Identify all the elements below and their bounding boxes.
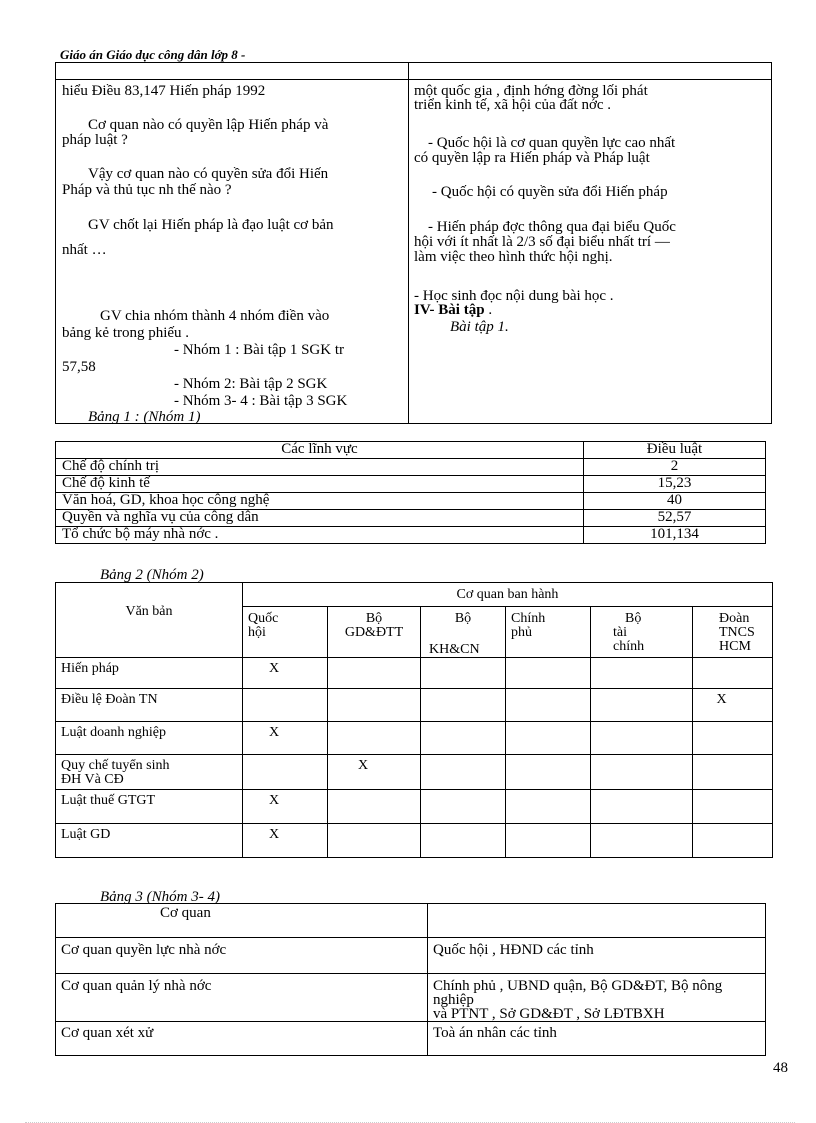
document-name bbox=[56, 689, 243, 722]
mark-cell bbox=[591, 790, 693, 824]
mark-cell bbox=[243, 755, 328, 790]
table1-cell: 15,23 bbox=[584, 476, 766, 493]
mark-cell bbox=[506, 790, 591, 824]
mark-cell: X bbox=[693, 689, 773, 722]
table1-cell: Quyền và nghĩa vụ của công dân bbox=[56, 510, 584, 527]
document-name-line: Quy chế tuyển sinh bbox=[61, 758, 170, 773]
document-name-line: Hiến pháp bbox=[61, 661, 119, 676]
left-line: - Nhóm 1 : Bài tập 1 SGK tr bbox=[174, 342, 344, 358]
table1-cell: Văn hoá, GD, khoa học công nghệ bbox=[56, 493, 584, 510]
document-name bbox=[56, 790, 243, 824]
document-name bbox=[56, 755, 243, 790]
mark-cell bbox=[693, 722, 773, 755]
table-row bbox=[56, 476, 766, 493]
mark-cell bbox=[506, 658, 591, 689]
agency-header bbox=[506, 607, 591, 658]
right-line: một quốc gia , định hớng đờng lối phát bbox=[414, 83, 648, 99]
document-name bbox=[56, 824, 243, 858]
right-line: triển kinh tế, xã hội của đất nớc . bbox=[414, 97, 612, 113]
table-2 bbox=[55, 582, 773, 858]
table2-group-row bbox=[56, 583, 773, 607]
left-line: Cơ quan nào có quyền lập Hiến pháp và bbox=[88, 117, 329, 133]
table-row bbox=[56, 824, 773, 858]
section-heading bbox=[414, 303, 492, 318]
mark-cell bbox=[506, 755, 591, 790]
table-row bbox=[56, 493, 766, 510]
agency-line: tài bbox=[613, 625, 627, 640]
left-line: bảng kẻ trong phiếu . bbox=[62, 325, 190, 341]
column-divider bbox=[408, 63, 409, 423]
right-line: - Hiến pháp đợc thông qua đại biểu Quốc bbox=[428, 219, 676, 235]
agency-header bbox=[591, 607, 693, 658]
table-1 bbox=[55, 441, 766, 544]
document-name bbox=[56, 658, 243, 689]
table3-header-row bbox=[56, 904, 766, 938]
table1-cell: 52,57 bbox=[584, 510, 766, 527]
table1-cell: Chế độ chính trị bbox=[56, 459, 584, 476]
mark-cell: X bbox=[243, 658, 328, 689]
table1-cell: Tổ chức bộ máy nhà nớc . bbox=[56, 527, 584, 544]
agency-list-line: Chính phủ , UBND quận, Bộ GD&ĐT, Bộ nông nghiệp bbox=[433, 978, 723, 1008]
page-number: 48 bbox=[773, 1060, 788, 1076]
left-line: GV chia nhóm thành 4 nhóm điền vào bbox=[100, 308, 330, 324]
agency-list bbox=[428, 1022, 766, 1056]
agency-line: Bộ bbox=[625, 611, 642, 626]
mark-cell bbox=[421, 790, 506, 824]
agency-header bbox=[421, 607, 506, 658]
table-row bbox=[56, 790, 773, 824]
table2-caption: Bảng 2 (Nhóm 2) bbox=[100, 567, 204, 583]
table1-cell: 101,134 bbox=[584, 527, 766, 544]
agency-list-line: Toà án nhân các tỉnh bbox=[433, 1025, 557, 1041]
agency-type: Cơ quan xét xử bbox=[56, 1022, 428, 1056]
mark-cell bbox=[591, 824, 693, 858]
mark-cell bbox=[591, 658, 693, 689]
left-line: pháp luật ? bbox=[62, 132, 128, 148]
agency-line: TNCS bbox=[719, 625, 755, 640]
agency-header bbox=[243, 607, 328, 658]
mark-cell bbox=[591, 722, 693, 755]
mark-cell bbox=[328, 824, 421, 858]
table1-cell: 2 bbox=[584, 459, 766, 476]
mark-cell bbox=[506, 824, 591, 858]
section-heading-suffix: . bbox=[484, 302, 493, 318]
agency-line: Quốc bbox=[248, 611, 279, 626]
right-line: - Quốc hội có quyền sửa đổi Hiến pháp bbox=[432, 184, 668, 200]
left-line: GV chốt lại Hiến pháp là đạo luật cơ bản bbox=[88, 217, 334, 233]
page-header: Giáo án Giáo dục công dân lớp 8 - bbox=[60, 48, 760, 63]
mark-cell bbox=[421, 658, 506, 689]
table-row bbox=[56, 510, 766, 527]
agency-type: Cơ quan quyền lực nhà nớc bbox=[56, 938, 428, 974]
table2-group-header: Cơ quan ban hành bbox=[243, 583, 773, 607]
table-row bbox=[56, 689, 773, 722]
mark-cell: X bbox=[243, 790, 328, 824]
right-line: - Quốc hội là cơ quan quyền lực cao nhất bbox=[428, 135, 676, 151]
table-row bbox=[56, 459, 766, 476]
mark-cell: X bbox=[328, 755, 421, 790]
table1-header-row bbox=[56, 442, 766, 459]
left-line: Vậy cơ quan nào có quyền sửa đổi Hiến bbox=[88, 166, 329, 182]
table1-header: Điều luật bbox=[584, 442, 766, 459]
table-row bbox=[56, 755, 773, 790]
agency-list-line: Quốc hội , HĐND các tỉnh bbox=[433, 942, 594, 958]
left-line: hiểu Điều 83,147 Hiến pháp 1992 bbox=[62, 83, 266, 99]
left-line: - Nhóm 3- 4 : Bài tập 3 SGK bbox=[174, 393, 348, 409]
exercise-label: Bài tập 1. bbox=[450, 319, 509, 335]
table2-col0-header: Văn bản bbox=[56, 583, 243, 658]
agency-line: chính bbox=[613, 639, 645, 654]
mark-cell bbox=[328, 658, 421, 689]
table-row bbox=[56, 658, 773, 689]
agency-type: Cơ quan quản lý nhà nớc bbox=[56, 974, 428, 1022]
agency-line: Chính bbox=[511, 611, 546, 626]
mark-cell bbox=[421, 722, 506, 755]
mark-cell: X bbox=[243, 722, 328, 755]
table3-header-empty bbox=[428, 904, 766, 938]
mark-cell bbox=[693, 658, 773, 689]
mark-cell bbox=[591, 689, 693, 722]
mark-cell bbox=[693, 824, 773, 858]
agency-list-line: và PTNT , Sở GD&ĐT , Sở LĐTBXH bbox=[433, 1006, 665, 1022]
table1-header: Các lĩnh vực bbox=[56, 442, 584, 459]
mark-cell bbox=[693, 755, 773, 790]
table-row bbox=[56, 938, 766, 974]
left-line: - Nhóm 2: Bài tập 2 SGK bbox=[174, 376, 328, 392]
left-line: 57,58 bbox=[62, 359, 96, 375]
right-line: - Học sinh đọc nội dung bài học . bbox=[414, 288, 614, 304]
table1-cell: Chế độ kinh tế bbox=[56, 476, 584, 493]
agency-line: Đoàn bbox=[719, 611, 750, 626]
table3-header: Cơ quan bbox=[56, 904, 428, 938]
document-name bbox=[56, 722, 243, 755]
mark-cell bbox=[421, 755, 506, 790]
mark-cell bbox=[506, 722, 591, 755]
mark-cell bbox=[591, 755, 693, 790]
agency-header bbox=[328, 607, 421, 658]
document-name-line: ĐH Và CĐ bbox=[61, 772, 124, 787]
agency-list bbox=[428, 974, 766, 1022]
mark-cell: X bbox=[243, 824, 328, 858]
table-row bbox=[56, 722, 773, 755]
mark-cell bbox=[328, 722, 421, 755]
document-name-line: Luật GD bbox=[61, 827, 111, 842]
mark-cell bbox=[328, 790, 421, 824]
document-name-line: Luật thuế GTGT bbox=[61, 793, 156, 808]
agency-list bbox=[428, 938, 766, 974]
top-strip bbox=[56, 63, 771, 80]
mark-cell bbox=[328, 689, 421, 722]
agency-line: KH&CN bbox=[429, 642, 480, 657]
agency-header bbox=[693, 607, 773, 658]
section-heading-text: IV- Bài tập bbox=[414, 302, 485, 318]
table-3 bbox=[55, 903, 766, 1056]
mark-cell bbox=[506, 689, 591, 722]
table-row bbox=[56, 527, 766, 544]
mark-cell bbox=[693, 790, 773, 824]
right-line: hội với ít nhất là 2/3 số đại biểu nhất trí — bbox=[414, 234, 670, 250]
agency-line: Bộ bbox=[365, 611, 383, 626]
agency-line: hội bbox=[248, 625, 266, 640]
right-line: có quyền lập ra Hiến pháp và Pháp luật bbox=[414, 150, 650, 166]
table1-caption: Bảng 1 : (Nhóm 1) bbox=[88, 409, 201, 425]
mark-cell bbox=[421, 689, 506, 722]
agency-line: HCM bbox=[719, 639, 751, 654]
mark-cell bbox=[421, 824, 506, 858]
table3-caption: Bảng 3 (Nhóm 3- 4) bbox=[100, 889, 220, 905]
table-row bbox=[56, 1022, 766, 1056]
lesson-content-box bbox=[55, 62, 772, 424]
document-name-line: Điều lệ Đoàn TN bbox=[61, 692, 158, 707]
left-line: nhất … bbox=[62, 242, 107, 258]
agency-line: Bộ bbox=[454, 611, 472, 626]
right-line: làm việc theo hình thức hội nghị. bbox=[414, 249, 613, 265]
agency-line: GD&ĐTT bbox=[344, 625, 404, 640]
mark-cell bbox=[243, 689, 328, 722]
table-row bbox=[56, 974, 766, 1022]
agency-line: phủ bbox=[511, 625, 532, 640]
document-name-line: Luật doanh nghiệp bbox=[61, 725, 166, 740]
table1-cell: 40 bbox=[584, 493, 766, 510]
left-line: Pháp và thủ tục nh thế nào ? bbox=[62, 182, 232, 198]
